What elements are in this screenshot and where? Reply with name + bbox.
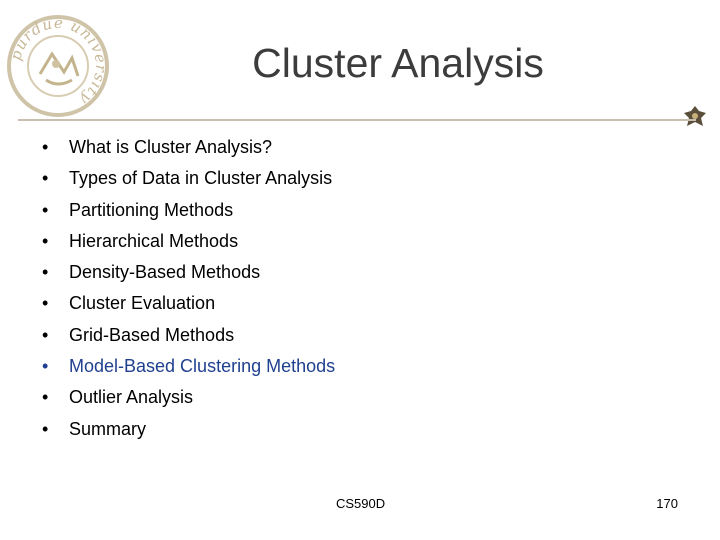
bullet-icon: • bbox=[42, 418, 49, 439]
list-item-label: Cluster Evaluation bbox=[69, 293, 216, 314]
list-item bbox=[42, 322, 335, 353]
bullet-icon: • bbox=[42, 137, 49, 157]
list-item bbox=[42, 290, 335, 321]
list-item bbox=[42, 134, 335, 165]
list-item bbox=[42, 165, 335, 196]
page-number: 170 bbox=[656, 496, 678, 511]
list-item bbox=[42, 259, 335, 290]
footer-course-code: CS590D bbox=[336, 496, 386, 511]
list-item bbox=[42, 197, 335, 228]
title-divider bbox=[18, 119, 696, 121]
bullet-icon: • bbox=[42, 356, 49, 377]
bullet-icon: • bbox=[42, 324, 49, 345]
bullet-icon: • bbox=[42, 262, 49, 283]
bullet-icon: • bbox=[42, 387, 49, 408]
list-item-label: Hierarchical Methods bbox=[69, 230, 239, 251]
bullet-icon: • bbox=[42, 230, 49, 251]
list-item-label: Grid-Based Methods bbox=[69, 324, 235, 345]
list-item-label: What is Cluster Analysis? bbox=[69, 137, 273, 157]
slide-title: Cluster Analysis bbox=[252, 40, 544, 86]
list-item-label: Density-Based Methods bbox=[69, 262, 261, 283]
list-item-label: Model-Based Clustering Methods bbox=[69, 356, 336, 377]
list-item-label: Types of Data in Cluster Analysis bbox=[69, 168, 333, 189]
list-item-label: Summary bbox=[69, 418, 147, 439]
list-item bbox=[42, 416, 335, 447]
list-item-label: Outlier Analysis bbox=[69, 387, 194, 408]
bullet-icon: • bbox=[42, 168, 49, 189]
bullet-icon: • bbox=[42, 293, 49, 314]
list-item bbox=[42, 228, 335, 259]
list-item-highlighted bbox=[42, 353, 335, 384]
bullet-icon: • bbox=[42, 199, 49, 220]
list-item bbox=[42, 384, 335, 415]
list-item-label: Partitioning Methods bbox=[69, 199, 234, 220]
svg-text:purdue university: purdue university bbox=[6, 14, 110, 109]
corner-emblem-icon bbox=[682, 104, 708, 130]
topic-list bbox=[42, 134, 335, 447]
